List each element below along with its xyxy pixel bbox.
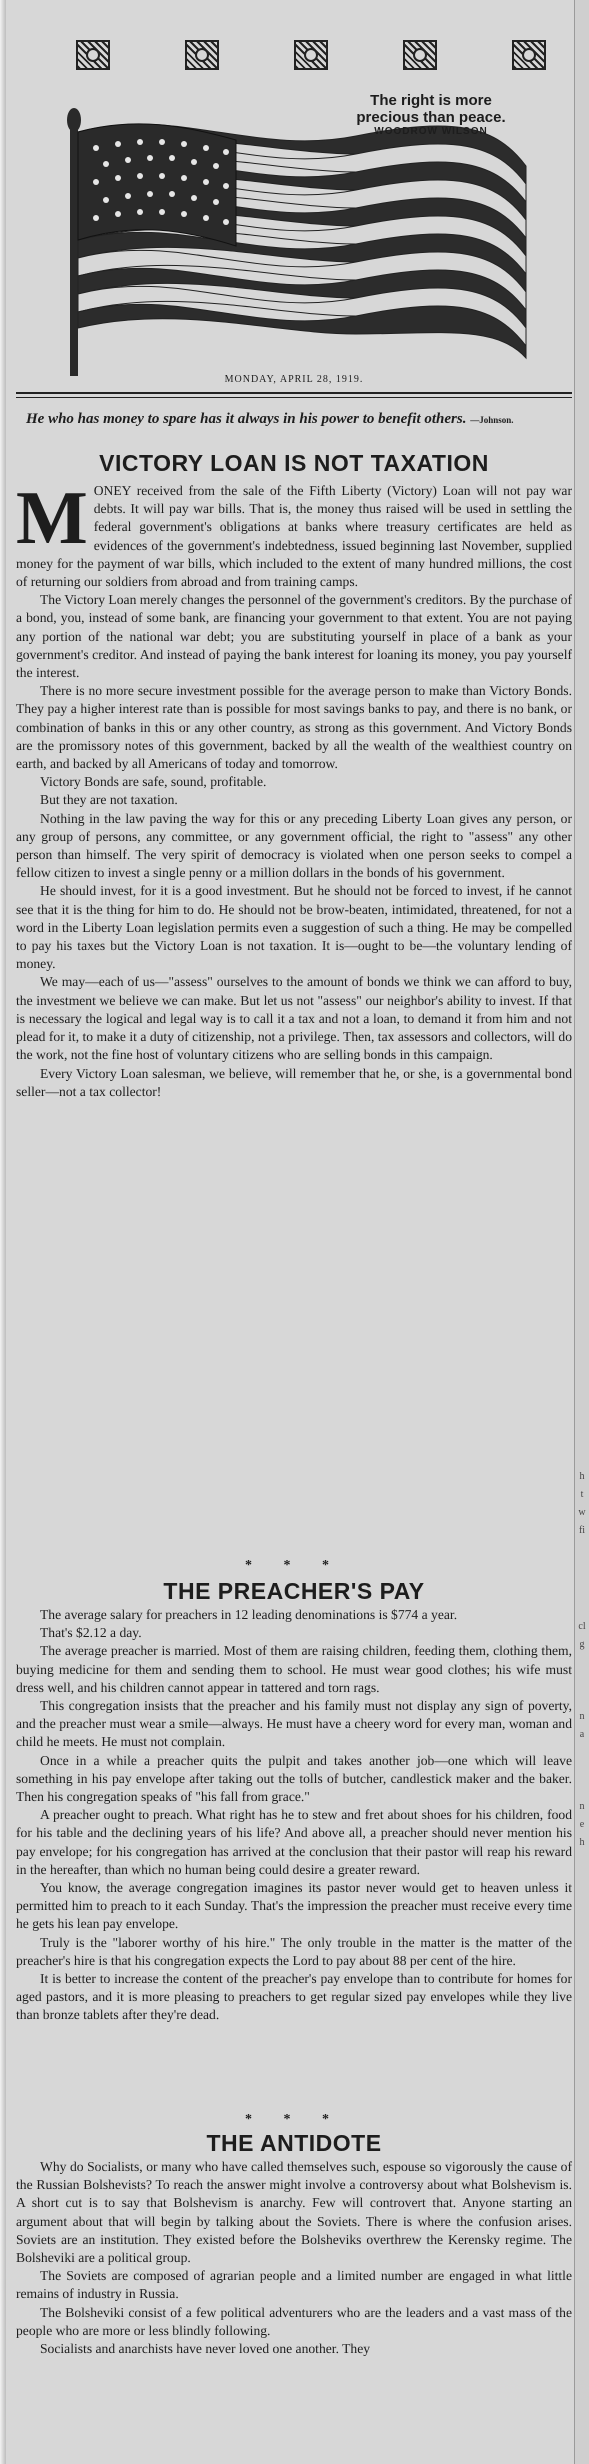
paragraph: The Bolsheviki consist of a few political adventurers who are the leaders and a vast mass of the people who are more or less blindly following. <box>16 2304 572 2338</box>
paragraph: But they are not taxation. <box>40 792 178 808</box>
article-antidote <box>16 2158 572 2358</box>
section-separator: * * * <box>245 2112 343 2127</box>
masthead-quote <box>316 92 546 137</box>
edge-fragment: a <box>579 1729 585 1740</box>
ornament-icon <box>403 40 437 70</box>
paragraph: Every Victory Loan salesman, we believe, will remember that he, or she, is a governmental bond seller—not a tax collector! <box>16 1065 572 1099</box>
dateline: MONDAY, APRIL 28, 1919. <box>224 374 364 385</box>
paragraph: There is no more secure investment possible for the average person to make than Victory Bonds. They pay a higher interest rate than is possible for most savings banks to pay, and there is no bank, or combination of banks in this or any other country, as strong as this government. And Victory Bonds are the promissory notes of this government, backed by all the wealth of the wealthiest country on earth, and backed by all Americans of today and tomorrow. <box>16 683 572 772</box>
edge-fragment: e <box>579 1819 585 1830</box>
section-separator: * * * <box>245 1558 343 1573</box>
adjacent-column-edge <box>574 0 589 2464</box>
motto-text: He who has money to spare has it always in his power to benefit others. <box>26 411 467 427</box>
edge-fragment: h <box>579 1837 585 1848</box>
article-victory-loan <box>16 476 572 1101</box>
edge-fragment: h <box>579 1471 585 1482</box>
edge-fragment: cl <box>578 1621 586 1632</box>
edge-fragment: n <box>579 1711 585 1722</box>
drop-cap: M <box>16 476 88 560</box>
ornament-icon <box>512 40 546 70</box>
paragraph: The Victory Loan merely changes the personnel of the government's creditors. By the purchase of a bond, you, instead of some bank, are financing your government to that extent. You are not paying any portion of the national war debt; you are substituting yourself in place of a bank as your government's creditor. And instead of paying the bank interest for loaning its money, you pay yourself the interest. <box>16 592 572 681</box>
paragraph: Victory Bonds are safe, sound, profitable. <box>40 774 267 790</box>
paragraph: That's $2.12 a day. <box>40 1625 142 1641</box>
edge-fragment: g <box>579 1639 585 1650</box>
edge-fragment: w <box>578 1507 586 1518</box>
headline-antidote: THE ANTIDOTE <box>206 2130 382 2156</box>
paragraph: Truly is the "laborer worthy of his hire." The only trouble in the matter is the matter of the preacher's hire is that his congregation expects the Lord to pay about 88 per cent of the hire. <box>16 1934 572 1968</box>
divider <box>16 392 572 394</box>
quote-line-2: precious than peace. <box>356 109 506 126</box>
edge-fragment: fi <box>578 1525 586 1536</box>
headline-preachers-pay: THE PREACHER'S PAY <box>163 1578 425 1604</box>
paragraph: Nothing in the law paving the way for this or any preceding Liberty Loan gives any person, or any group of persons, any committee, or any government official, the right to "assess" any other person than himself. The very spirit of democracy is violated when one person seeks to compel a fellow citizen to invest a single penny or a million dollars in the bonds of his government. <box>16 810 572 881</box>
ornament-icon <box>294 40 328 70</box>
paragraph: Why do Socialists, or many who have called themselves such, espouse so vigorously the cause of the Russian Bolshevists? To reach the answer might involve a controversy about what Bolshevism is. A short cut is to say that Bolshevism is anarchy. Few will controvert that. Anyone starting an argument about that will begin by talking about the Soviets. There is where the confusion arises. Soviets are an institution. They existed before the Bolsheviks overthrew the Kerensky regime. The Bolsheviki are a political group. <box>16 2159 572 2266</box>
american-flag-icon <box>56 96 556 376</box>
paragraph: The average salary for preachers in 12 leading denominations is $774 a year. <box>40 1607 458 1622</box>
paragraph: This congregation insists that the preacher and his family must not display any sign of poverty, and the preacher must wear a smile—always. He must have a cheery word for every man, woman and child he meets. He must not complain. <box>16 1698 572 1750</box>
quote-author: WOODROW WILSON <box>374 126 488 137</box>
headline-victory-loan: VICTORY LOAN IS NOT TAXATION <box>99 450 489 476</box>
paragraph: A preacher ought to preach. What right has he to stew and fret about shoes for his children, food for his table and the declining years of his life? And above all, a preacher should never mention his pay envelope; for his congregation has arrived at the conclusion that their pastor will reap his reward in the hereafter, than which no human being could desire a greater reward. <box>16 1807 572 1877</box>
paragraph: It is better to increase the content of the preacher's pay envelope than to contribute for homes for aged pastors, and it is more pleasing to preachers to get regular sized pay envelopes while they live than bronze tablets after they're dead. <box>16 1971 572 2023</box>
flag-illustration <box>56 96 556 376</box>
editorial-motto <box>26 410 572 430</box>
masthead-ornaments <box>76 40 546 70</box>
paragraph: The average preacher is married. Most of them are raising children, feeding them, clothing them, buying medicine for them and sending them to school. He must wear good clothes; his wife must dress well, and his children cannot appear in tattered and torn rags. <box>16 1643 572 1695</box>
paragraph: MONEY received from the sale of the Fifth Liberty (Victory) Loan will not pay war debts. It will pay war bills. That is, the money thus raised will be used in settling the federal government's obligations at banks where treasury certificates are held as evidences of the government's indebtedness, issued beginning last November, supplied money for the payment of war bills, which included to the extent of many hundred millions, the cost of returning our soldiers from abroad and from training camps. <box>16 476 572 590</box>
edge-fragment: t <box>580 1489 584 1500</box>
paragraph: He should invest, for it is a good investment. But he should not be forced to invest, if he cannot see that it is the thing for him to do. He should not be brow-beaten, intimidated, threatened, for not a word in the Liberty Loan legislation permits even a suggestion of such a thing. He may be compelled to pay his taxes but the Victory Loan is not taxation. It is—ought to be—the voluntary lending of money. <box>16 883 572 972</box>
ornament-icon <box>76 40 110 70</box>
paragraph: Socialists and anarchists have never loved one another. They <box>40 2341 371 2357</box>
paragraph: Once in a while a preacher quits the pulpit and takes another job—one which will leave something in his pay envelope after taking out the tolls of butcher, candlestick maker and the baker. Then his congregation speaks of "his fall from grace." <box>16 1752 572 1805</box>
paragraph: We may—each of us—"assess" ourselves to the amount of bonds we think we can afford to buy, the investment we believe we can make. But let us not "assess" our neighbor's ability to invest. If that is necessary the logical and legal way is to call it a tax and not a loan, to demand it from him and not plead for it, to make it a duty of citizenship, not a privilege. Then, tax assessors and collectors, will do the work, not the fine host of voluntary citizens who are selling bonds in this campaign. <box>16 974 572 1063</box>
paragraph: You know, the average congregation imagines its pastor never would get to heaven unless it permitted him to preach to it each Sunday. That's the impression the preacher must receive every time he gets his lean pay envelope. <box>16 1880 572 1932</box>
paragraph: The Soviets are composed of agrarian people and a limited number are engaged in what little remains of industry in Russia. <box>16 2268 572 2302</box>
article-preachers-pay <box>16 1606 572 2025</box>
page-left-edge <box>0 0 6 2464</box>
edge-fragment: n <box>579 1801 585 1812</box>
quote-line-1: The right is more <box>370 92 492 109</box>
motto-source: —Johnson. <box>470 415 514 425</box>
divider <box>16 397 572 398</box>
ornament-icon <box>185 40 219 70</box>
